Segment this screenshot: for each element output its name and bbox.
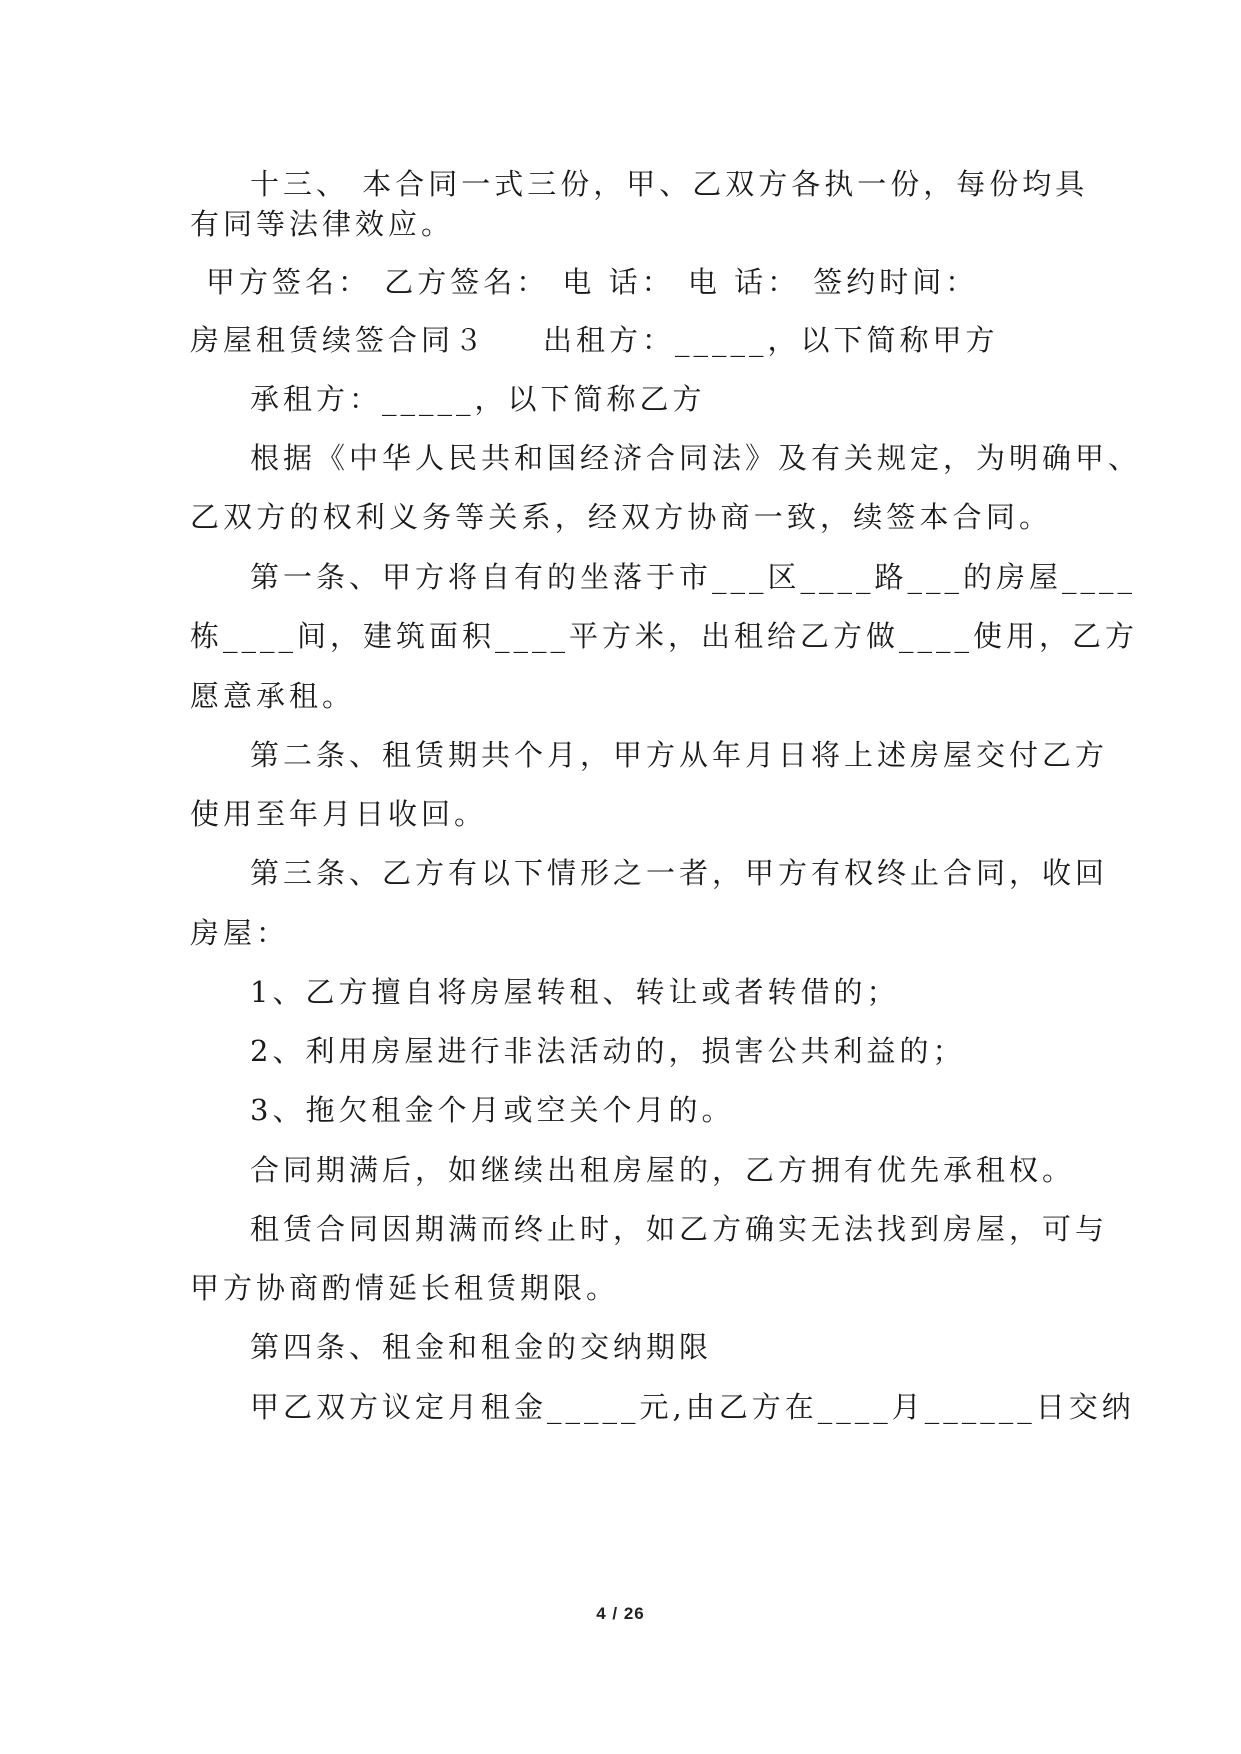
article-3-item-3: 3、拖欠租金个月或空关个月的。 — [250, 1093, 735, 1127]
article-4-line-1: 甲乙双方议定月租金_____元,由乙方在____月______日交纳 — [250, 1390, 1135, 1424]
article-2-line-1: 第二条、租赁期共个月，甲方从年月日将上述房屋交付乙方 — [250, 738, 1109, 772]
article-3-line-1: 第三条、乙方有以下情形之一者，甲方有权终止合同，收回 — [250, 856, 1109, 890]
lessee-line: 承租方：_____，以下简称乙方 — [250, 382, 706, 416]
renewal-priority-line: 合同期满后，如继续出租房屋的，乙方拥有优先承租权。 — [250, 1153, 1076, 1187]
article-1-line-3: 愿意承租。 — [190, 679, 356, 713]
clause-13-line-2: 有同等法律效应。 — [190, 207, 455, 241]
article-4-heading: 第四条、租金和租金的交纳期限 — [250, 1330, 713, 1364]
article-3-item-1: 1、乙方擅自将房屋转租、转让或者转借的； — [250, 975, 900, 1009]
article-1-line-2: 栋____间，建筑面积____平方米，出租给乙方做____使用，乙方 — [190, 619, 1139, 653]
extension-line-1: 租赁合同因期满而终止时，如乙方确实无法找到房屋，可与 — [250, 1212, 1109, 1246]
article-3-line-2: 房屋： — [190, 916, 290, 950]
contract-title: 房屋租赁续签合同３ — [190, 323, 488, 357]
contract-title-line — [190, 320, 1052, 360]
article-1-line-1: 第一条、甲方将自有的坐落于市___区____路___的房屋____ — [250, 560, 1137, 594]
article-3-item-2: 2、利用房屋进行非法活动的，损害公共利益的； — [250, 1034, 966, 1068]
page-number: 4 / 26 — [596, 1604, 645, 1623]
extension-line-2: 甲方协商酌情延长租赁期限。 — [190, 1271, 620, 1305]
article-2-line-2: 使用至年月日收回。 — [190, 797, 488, 831]
preamble-line-2: 乙双方的权利义务等关系，经双方协商一致，续签本合同。 — [190, 500, 1052, 534]
lessor-line: 出租方：_____，以下简称甲方 — [543, 323, 999, 357]
clause-13-line-1: 十三、 本合同一式三份，甲、乙双方各执一份，每份均具 — [250, 167, 1089, 201]
preamble-line-1: 根据《中华人民共和国经济合同法》及有关规定，为明确甲、 — [250, 441, 1142, 475]
signature-line: 甲方签名： 乙方签名： 电 话： 电 话： 签约时间： — [206, 265, 979, 299]
